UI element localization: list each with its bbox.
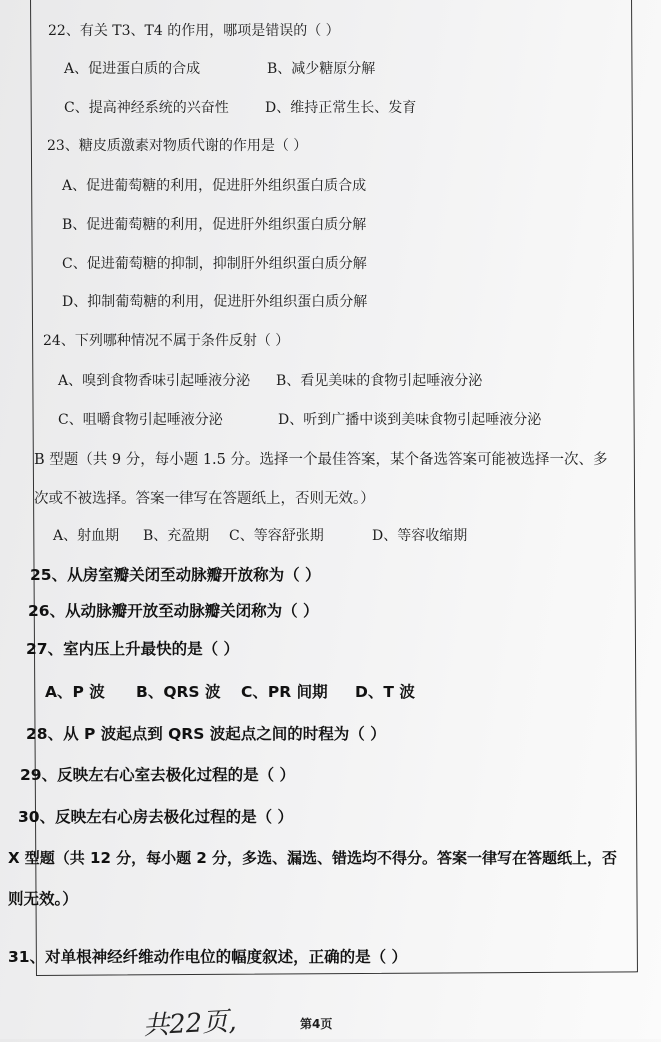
q23-option-c: C、促进葡萄糖的抑制，抑制肝外组织蛋白质分解 [62, 256, 367, 272]
q22-option-a: A、促进蛋白质的合成 [64, 61, 201, 77]
q23-option-d: D、抑制葡萄糖的利用，促进肝外组织蛋白质分解 [62, 294, 368, 310]
q24-option-d: D、听到广播中谈到美味食物引起唾液分泌 [278, 412, 542, 428]
question-25: 25、从房室瓣关闭至动脉瓣开放称为（ ） [30, 566, 321, 584]
question-28: 28、从 P 波起点到 QRS 波起点之间的时程为（ ） [26, 725, 386, 743]
q22-option-d: D、维持正常生长、发育 [265, 100, 417, 116]
b-type-option-a: A、射血期 [53, 528, 120, 544]
page-number: 第4页 [300, 1017, 333, 1031]
b-type-instructions-1: B 型题（共 9 分，每小题 1.5 分。选择一个最佳答案，某个备选答案可能被选择一次、多 [34, 452, 608, 468]
question-23: 23、糖皮质激素对物质代谢的作用是（ ） [47, 138, 308, 154]
question-31: 31、对单根神经纤维动作电位的幅度叙述，正确的是（ ） [8, 948, 407, 966]
b-type-option-b: B、充盈期 [143, 528, 210, 544]
q24-option-a: A、嗅到食物香味引起唾液分泌 [58, 373, 251, 389]
b-type-instructions-2: 次或不被选择。答案一律写在答题纸上，否则无效。） [34, 491, 375, 507]
x-type-instructions-2: 则无效。） [8, 890, 78, 908]
q23-option-a: A、促进葡萄糖的利用，促进肝外组织蛋白质合成 [62, 178, 367, 194]
q24-option-c: C、咀嚼食物引起唾液分泌 [58, 412, 223, 428]
q27-option-b: B、QRS 波 [136, 683, 221, 701]
question-22: 22、有关 T3、T4 的作用，哪项是错误的（ ） [48, 23, 340, 39]
q22-option-b: B、减少糖原分解 [267, 61, 376, 77]
q27-option-c: C、PR 间期 [241, 683, 328, 701]
q23-option-b: B、促进葡萄糖的利用，促进肝外组织蛋白质分解 [62, 217, 367, 233]
question-24: 24、下列哪种情况不属于条件反射（ ） [43, 333, 290, 349]
q27-option-d: D、T 波 [355, 683, 415, 701]
b-type-option-c: C、等容舒张期 [229, 528, 324, 544]
q22-option-c: C、提高神经系统的兴奋性 [64, 100, 229, 116]
question-27: 27、室内压上升最快的是（ ） [26, 640, 239, 658]
q27-option-a: A、P 波 [45, 683, 105, 701]
handwritten-page-count: 共22页, [142, 1006, 238, 1042]
question-29: 29、反映左右心室去极化过程的是（ ） [20, 766, 295, 784]
b-type-option-d: D、等容收缩期 [372, 528, 468, 544]
x-type-instructions-1: X 型题（共 12 分，每小题 2 分，多选、漏选、错选均不得分。答案一律写在答题纸上，否 [8, 849, 617, 867]
question-30: 30、反映左右心房去极化过程的是（ ） [18, 808, 293, 826]
question-26: 26、从动脉瓣开放至动脉瓣关闭称为（ ） [28, 602, 319, 620]
q24-option-b: B、看见美味的食物引起唾液分泌 [276, 373, 483, 389]
